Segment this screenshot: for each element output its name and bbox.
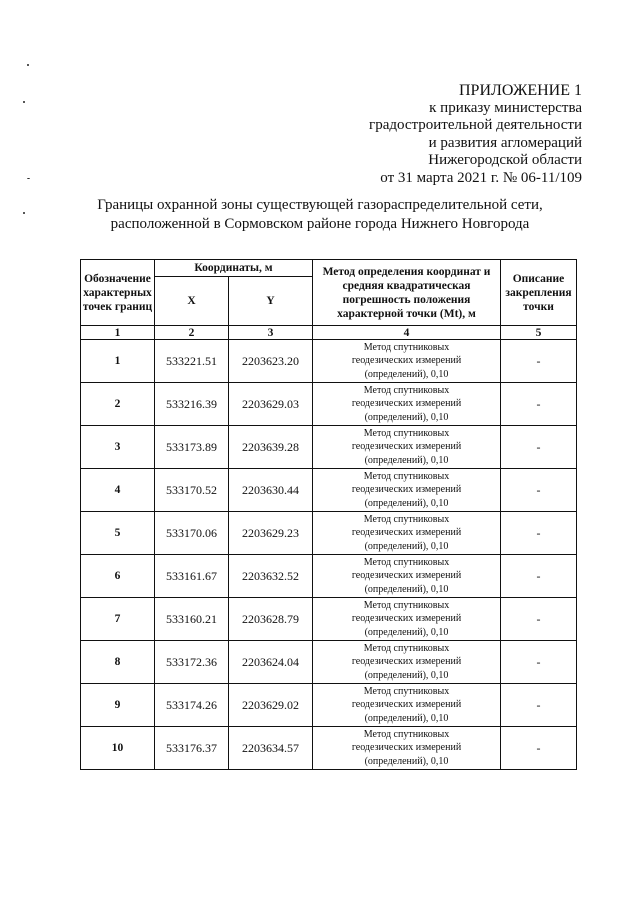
y-coordinate: 2203632.52 <box>229 555 313 598</box>
y-coordinate: 2203629.03 <box>229 383 313 426</box>
y-coordinate: 2203629.02 <box>229 684 313 727</box>
x-coordinate: 533170.06 <box>155 512 229 555</box>
document-title-line: расположенной в Сормовском районе города Нижнего Новгорода <box>110 216 530 232</box>
point-number: 7 <box>81 598 155 641</box>
y-coordinate: 2203628.79 <box>229 598 313 641</box>
description-cell: - <box>501 512 577 555</box>
x-coordinate: 533176.37 <box>155 727 229 770</box>
header-coordinates: Координаты, м <box>155 260 313 277</box>
method-cell: Метод спутниковых геодезических измерений (определений), 0,10 <box>313 383 501 426</box>
y-coordinate: 2203629.23 <box>229 512 313 555</box>
appendix-line: к приказу министерства <box>429 99 582 116</box>
point-number: 1 <box>81 340 155 383</box>
scan-speck <box>27 64 29 66</box>
appendix-block <box>369 82 582 187</box>
description-cell: - <box>501 641 577 684</box>
y-coordinate: 2203624.04 <box>229 641 313 684</box>
header-y: Y <box>229 277 313 326</box>
point-number: 10 <box>81 727 155 770</box>
method-cell: Метод спутниковых геодезических измерений (определений), 0,10 <box>313 641 501 684</box>
y-coordinate: 2203639.28 <box>229 426 313 469</box>
y-coordinate: 2203634.57 <box>229 727 313 770</box>
method-cell: Метод спутниковых геодезических измерений (определений), 0,10 <box>313 512 501 555</box>
table-row <box>81 684 577 727</box>
table-row <box>81 512 577 555</box>
method-cell: Метод спутниковых геодезических измерений (определений), 0,10 <box>313 598 501 641</box>
description-cell: - <box>501 340 577 383</box>
coordinates-table <box>80 259 577 770</box>
method-cell: Метод спутниковых геодезических измерений (определений), 0,10 <box>313 727 501 770</box>
column-number: 2 <box>155 326 229 340</box>
appendix-line: и развития агломераций <box>428 134 582 151</box>
document-title <box>0 196 640 234</box>
table-row <box>81 641 577 684</box>
scan-speck <box>27 178 30 179</box>
column-number: 5 <box>501 326 577 340</box>
header-designation: Обозначение характерных точек границ <box>81 260 155 326</box>
description-cell: - <box>501 684 577 727</box>
point-number: 9 <box>81 684 155 727</box>
table-row <box>81 340 577 383</box>
description-cell: - <box>501 727 577 770</box>
point-number: 8 <box>81 641 155 684</box>
appendix-heading: ПРИЛОЖЕНИЕ 1 <box>458 82 582 99</box>
table-row <box>81 727 577 770</box>
document-title-line: Границы охранной зоны существующей газораспределительной сети, <box>97 197 543 213</box>
y-coordinate: 2203623.20 <box>229 340 313 383</box>
x-coordinate: 533160.21 <box>155 598 229 641</box>
header-description: Описание закрепления точки <box>501 260 577 326</box>
x-coordinate: 533161.67 <box>155 555 229 598</box>
y-coordinate: 2203630.44 <box>229 469 313 512</box>
column-number: 1 <box>81 326 155 340</box>
point-number: 5 <box>81 512 155 555</box>
description-cell: - <box>501 469 577 512</box>
point-number: 2 <box>81 383 155 426</box>
x-coordinate: 533216.39 <box>155 383 229 426</box>
x-coordinate: 533174.26 <box>155 684 229 727</box>
appendix-line: от 31 марта 2021 г. № 06-11/109 <box>380 169 582 186</box>
appendix-line: Нижегородской области <box>428 152 582 168</box>
table-row <box>81 598 577 641</box>
header-x: X <box>155 277 229 326</box>
point-number: 4 <box>81 469 155 512</box>
point-number: 3 <box>81 426 155 469</box>
method-cell: Метод спутниковых геодезических измерений (определений), 0,10 <box>313 469 501 512</box>
method-cell: Метод спутниковых геодезических измерений (определений), 0,10 <box>313 340 501 383</box>
table-row <box>81 383 577 426</box>
method-cell: Метод спутниковых геодезических измерений (определений), 0,10 <box>313 555 501 598</box>
header-method: Метод определения координат и средняя квадратическая погрешность положения характерной точки (Mt), м <box>313 260 501 326</box>
description-cell: - <box>501 555 577 598</box>
description-cell: - <box>501 383 577 426</box>
table-row <box>81 426 577 469</box>
point-number: 6 <box>81 555 155 598</box>
description-cell: - <box>501 598 577 641</box>
column-number: 3 <box>229 326 313 340</box>
table-row <box>81 469 577 512</box>
table-row <box>81 555 577 598</box>
method-cell: Метод спутниковых геодезических измерений (определений), 0,10 <box>313 684 501 727</box>
x-coordinate: 533172.36 <box>155 641 229 684</box>
x-coordinate: 533221.51 <box>155 340 229 383</box>
description-cell: - <box>501 426 577 469</box>
x-coordinate: 533170.52 <box>155 469 229 512</box>
x-coordinate: 533173.89 <box>155 426 229 469</box>
method-cell: Метод спутниковых геодезических измерений (определений), 0,10 <box>313 426 501 469</box>
scan-speck <box>23 101 25 103</box>
appendix-line: градостроительной деятельности <box>369 117 582 133</box>
column-number: 4 <box>313 326 501 340</box>
